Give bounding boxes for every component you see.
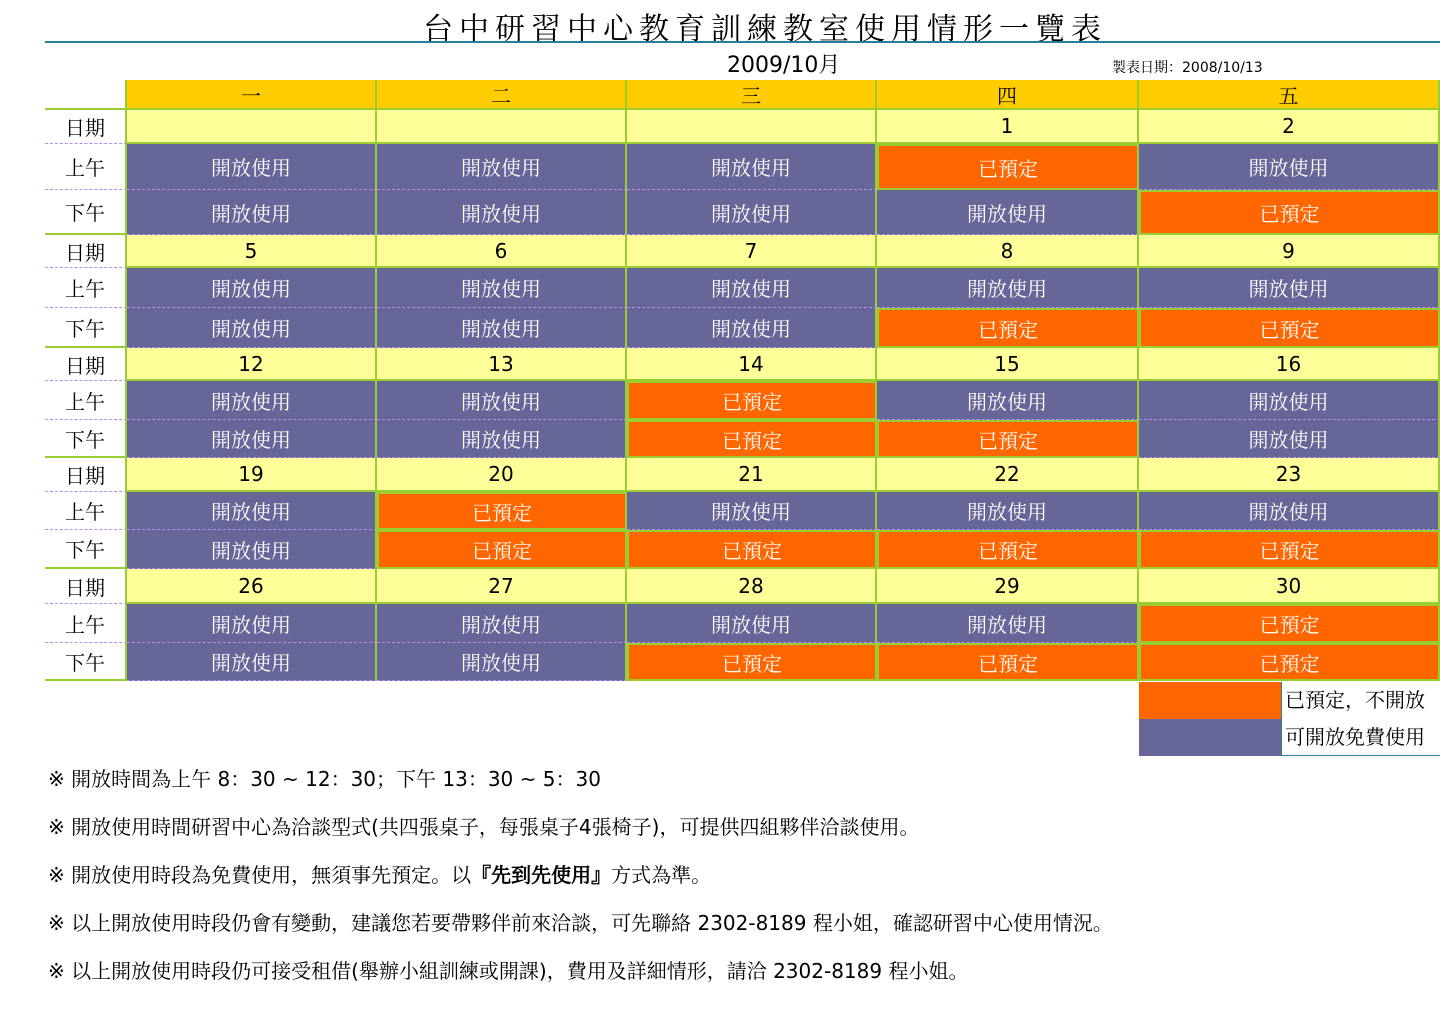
date-cell: 13 <box>377 348 627 381</box>
week-2-am-row <box>45 268 1440 308</box>
legend-swatch-booked <box>1139 682 1281 719</box>
slot-open: 開放使用 <box>627 308 877 348</box>
header-corner <box>45 80 127 110</box>
note-text: ※ 開放使用時段為免費使用，無須事先預定。以 <box>48 863 472 887</box>
date-cell <box>127 110 377 144</box>
row-label-pm: 下午 <box>45 530 127 569</box>
slot-open: 開放使用 <box>377 190 627 235</box>
note-text: ※ 以上開放使用時段仍可接受租借(舉辦小組訓練或開課)，費用及詳細情形，請洽 2302-8189 程小姐。 <box>48 959 969 983</box>
note-line <box>48 906 1428 954</box>
row-label-date: 日期 <box>45 110 127 144</box>
slot-booked: 已預定 <box>1139 190 1440 235</box>
slot-open: 開放使用 <box>377 420 627 458</box>
date-cell <box>627 110 877 144</box>
date-cell: 1 <box>877 110 1139 144</box>
slot-open: 開放使用 <box>377 643 627 681</box>
month-label: 2009/10月 <box>727 53 841 78</box>
slot-booked: 已預定 <box>627 530 877 569</box>
date-cell: 19 <box>127 458 377 492</box>
week-5-pm-row <box>45 643 1440 681</box>
legend-text-open: 可開放免費使用 <box>1285 725 1425 749</box>
date-cell: 6 <box>377 235 627 268</box>
slot-open: 開放使用 <box>627 190 877 235</box>
row-label-am: 上午 <box>45 492 127 530</box>
legend-text-booked: 已預定，不開放 <box>1285 688 1425 712</box>
slot-open: 開放使用 <box>377 604 627 643</box>
note-text: 方式為準。 <box>611 863 712 887</box>
slot-open: 開放使用 <box>1139 268 1440 308</box>
row-label-am: 上午 <box>45 268 127 308</box>
date-cell <box>377 110 627 144</box>
slot-open: 開放使用 <box>627 604 877 643</box>
date-cell: 14 <box>627 348 877 381</box>
date-cell: 2 <box>1139 110 1440 144</box>
slot-open: 開放使用 <box>127 643 377 681</box>
note-line <box>48 954 1428 1002</box>
weekday-header: 一 <box>127 80 377 110</box>
row-label-am: 上午 <box>45 381 127 420</box>
slot-open: 開放使用 <box>627 268 877 308</box>
slot-booked: 已預定 <box>877 643 1139 681</box>
note-line <box>48 810 1428 858</box>
note-text: ※ 以上開放使用時段仍會有變動，建議您若要帶夥伴前來洽談，可先聯絡 2302-8189 程小姐，確認研習中心使用情況。 <box>48 911 1113 935</box>
row-label-am: 上午 <box>45 604 127 643</box>
slot-open: 開放使用 <box>377 268 627 308</box>
legend-row-booked <box>1139 682 1440 719</box>
slot-open: 開放使用 <box>127 144 377 190</box>
slot-open: 開放使用 <box>127 420 377 458</box>
date-cell: 30 <box>1139 569 1440 604</box>
slot-booked: 已預定 <box>1139 308 1440 348</box>
slot-open: 開放使用 <box>1139 420 1440 458</box>
slot-booked: 已預定 <box>1139 643 1440 681</box>
slot-open: 開放使用 <box>377 308 627 348</box>
slot-booked: 已預定 <box>877 530 1139 569</box>
row-label-date: 日期 <box>45 569 127 604</box>
week-5-date-row <box>45 569 1440 604</box>
week-1-date-row <box>45 110 1440 144</box>
week-3-pm-row <box>45 420 1440 458</box>
row-label-pm: 下午 <box>45 420 127 458</box>
slot-open: 開放使用 <box>1139 144 1440 190</box>
date-cell: 22 <box>877 458 1139 492</box>
slot-open: 開放使用 <box>627 144 877 190</box>
week-1-pm-row <box>45 190 1440 235</box>
weekday-header: 三 <box>627 80 877 110</box>
date-cell: 27 <box>377 569 627 604</box>
slot-booked: 已預定 <box>1139 530 1440 569</box>
slot-booked: 已預定 <box>377 530 627 569</box>
date-cell: 15 <box>877 348 1139 381</box>
slot-booked: 已預定 <box>627 381 877 420</box>
slot-open: 開放使用 <box>127 604 377 643</box>
week-2-pm-row <box>45 308 1440 348</box>
date-cell: 8 <box>877 235 1139 268</box>
week-4-am-row <box>45 492 1440 530</box>
slot-open: 開放使用 <box>127 492 377 530</box>
note-text: ※ 開放使用時間研習中心為洽談型式(共四張桌子，每張桌子4張椅子)，可提供四組夥伴洽談使用。 <box>48 815 920 839</box>
slot-booked: 已預定 <box>627 420 877 458</box>
made-date: 製表日期：2008/10/13 <box>1112 60 1263 76</box>
note-text: ※ 開放時間為上午 8：30 ~ 12：30；下午 13：30 ~ 5：30 <box>48 767 601 791</box>
slot-open: 開放使用 <box>877 604 1139 643</box>
date-cell: 28 <box>627 569 877 604</box>
title-rule <box>45 41 1440 43</box>
weekday-header: 四 <box>877 80 1139 110</box>
slot-open: 開放使用 <box>877 190 1139 235</box>
slot-open: 開放使用 <box>877 492 1139 530</box>
slot-open: 開放使用 <box>377 144 627 190</box>
date-cell: 12 <box>127 348 377 381</box>
row-label-pm: 下午 <box>45 308 127 348</box>
week-3-date-row <box>45 348 1440 381</box>
note-line <box>48 762 1428 810</box>
legend <box>1139 682 1440 756</box>
notes <box>48 762 1428 1002</box>
weekday-header: 五 <box>1139 80 1440 110</box>
date-cell: 21 <box>627 458 877 492</box>
slot-open: 開放使用 <box>1139 381 1440 420</box>
legend-swatch-open <box>1139 719 1281 756</box>
slot-booked: 已預定 <box>1139 604 1440 643</box>
slot-open: 開放使用 <box>877 268 1139 308</box>
slot-open: 開放使用 <box>127 190 377 235</box>
weekday-header: 二 <box>377 80 627 110</box>
date-cell: 5 <box>127 235 377 268</box>
slot-booked: 已預定 <box>877 308 1139 348</box>
week-2-date-row <box>45 235 1440 268</box>
slot-booked: 已預定 <box>627 643 877 681</box>
date-cell: 29 <box>877 569 1139 604</box>
row-label-date: 日期 <box>45 235 127 268</box>
note-line <box>48 858 1428 906</box>
slot-booked: 已預定 <box>877 420 1139 458</box>
slot-open: 開放使用 <box>127 530 377 569</box>
slot-open: 開放使用 <box>627 492 877 530</box>
date-cell: 23 <box>1139 458 1440 492</box>
page-title: 台中研習中心教育訓練教室使用情形一覽表 <box>423 12 1107 47</box>
legend-row-open <box>1139 719 1440 756</box>
date-cell: 16 <box>1139 348 1440 381</box>
row-label-pm: 下午 <box>45 643 127 681</box>
slot-open: 開放使用 <box>127 308 377 348</box>
row-label-am: 上午 <box>45 144 127 190</box>
row-label-date: 日期 <box>45 348 127 381</box>
date-cell: 20 <box>377 458 627 492</box>
row-label-date: 日期 <box>45 458 127 492</box>
week-5-am-row <box>45 604 1440 643</box>
week-4-pm-row <box>45 530 1440 569</box>
slot-open: 開放使用 <box>127 268 377 308</box>
slot-open: 開放使用 <box>877 381 1139 420</box>
week-1-am-row <box>45 144 1440 190</box>
week-4-date-row <box>45 458 1440 492</box>
slot-booked: 已預定 <box>877 144 1139 190</box>
note-emphasis: 『先到先使用』 <box>471 863 612 887</box>
slot-booked: 已預定 <box>377 492 627 530</box>
slot-open: 開放使用 <box>377 381 627 420</box>
week-3-am-row <box>45 381 1440 420</box>
date-cell: 9 <box>1139 235 1440 268</box>
slot-open: 開放使用 <box>127 381 377 420</box>
row-label-pm: 下午 <box>45 190 127 235</box>
date-cell: 7 <box>627 235 877 268</box>
weekday-header-row <box>45 80 1440 110</box>
date-cell: 26 <box>127 569 377 604</box>
slot-open: 開放使用 <box>1139 492 1440 530</box>
